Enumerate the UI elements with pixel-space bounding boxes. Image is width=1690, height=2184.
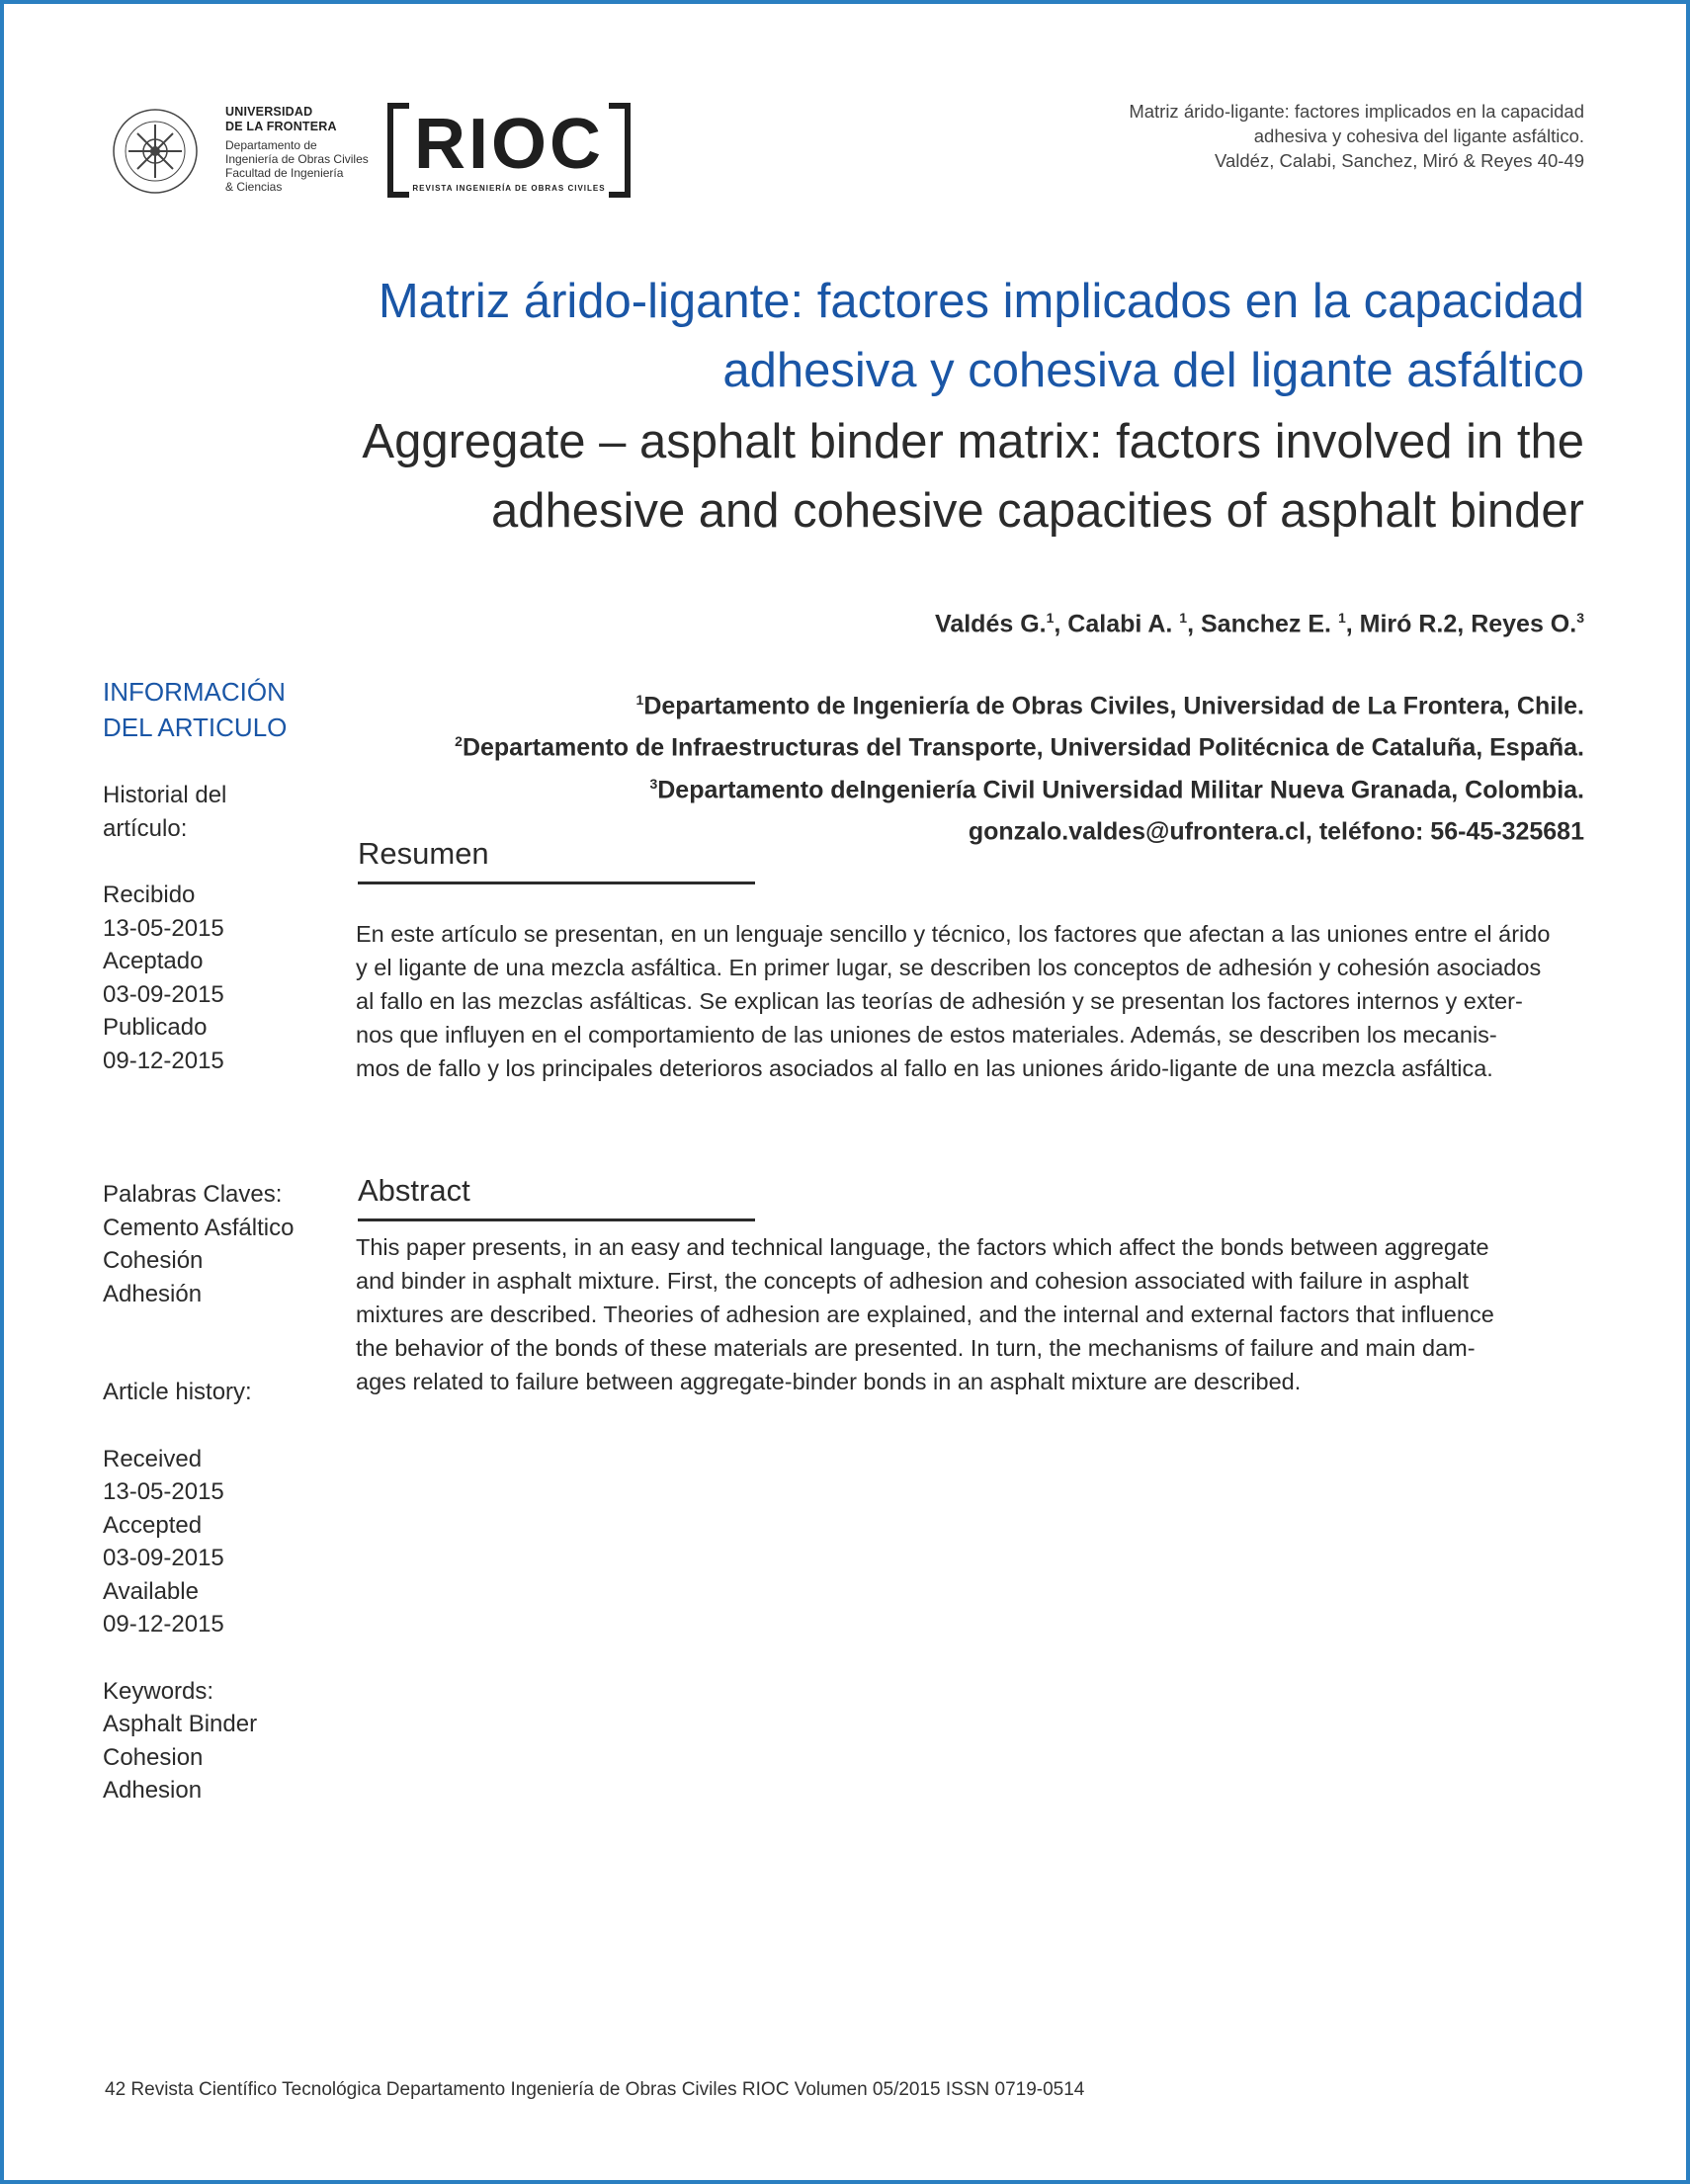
affiliation-sup: 3 (649, 775, 658, 792)
keyword-line: Asphalt Binder (103, 1711, 258, 1737)
date-line: Received (103, 1445, 203, 1472)
university-name-line: DE LA FRONTERA (225, 120, 337, 133)
university-seal-icon (111, 107, 200, 196)
keyword-line: Keywords: (103, 1677, 214, 1705)
resumen-line: En este artículo se presentan, en un lenguaje sencillo y técnico, los factores que afectan a las uniones entre el árido (356, 921, 1551, 947)
date-line: 03-09-2015 (103, 980, 224, 1008)
title-english-line: Aggregate – asphalt binder matrix: factors involved in the (362, 415, 1584, 468)
affiliations (455, 682, 1584, 849)
author-separator: , (1345, 610, 1360, 638)
sidebar-heading: INFORMACIÓN (103, 677, 286, 707)
resumen-heading: Resumen (358, 836, 489, 871)
date-line: 03-09-2015 (103, 1545, 224, 1571)
affiliation-sup: 2 (455, 733, 463, 750)
author-separator: , (1457, 610, 1472, 638)
resumen-line: mos de fallo y los principales deterioros asociados al fallo en las uniones árido-ligante de una mezcla asfáltica. (356, 1055, 1493, 1081)
date-line: Aceptado (103, 948, 204, 974)
title-english (201, 407, 1584, 546)
title-spanish-line: Matriz árido-ligante: factores implicados en la capacidad (378, 275, 1584, 328)
author-name: Sanchez E. (1201, 610, 1338, 638)
date-line: Accepted (103, 1511, 203, 1539)
date-line: Publicado (103, 1014, 208, 1041)
keyword-line: Adhesión (103, 1280, 203, 1307)
keyword-line: Cohesión (103, 1247, 204, 1274)
resumen-line: y el ligante de una mezcla asfáltica. En primer lugar, se describen los conceptos de adhesión y cohesión asociados (356, 955, 1542, 980)
title-english-line: adhesive and cohesive capacities of asphalt binder (491, 484, 1584, 538)
abstract-heading: Abstract (358, 1173, 470, 1208)
keyword-line: Adhesion (103, 1777, 203, 1804)
affiliation-line (455, 723, 1584, 765)
running-head (1129, 99, 1584, 173)
sidebar-heading: DEL ARTICULO (103, 713, 288, 742)
university-dept-line: Departamento de (225, 138, 317, 152)
resumen-rule (358, 882, 755, 884)
affiliation-text: Departamento de Infraestructuras del Transporte, Universidad Politécnica de Cataluña, España. (462, 733, 1584, 762)
history-label-en: Article history: (103, 1379, 252, 1405)
affiliation-line (455, 766, 1584, 807)
date-line: 13-05-2015 (103, 914, 224, 942)
author-name: Miró R.2 (1359, 610, 1458, 638)
affiliation-text: Departamento deIngeniería Civil Universidad Militar Nueva Granada, Colombia. (657, 775, 1584, 803)
abstract-rule (358, 1218, 755, 1221)
resumen-line: al fallo en las mezclas asfálticas. Se explican las teorías de adhesión y se presentan los factores internos y exter- (356, 988, 1523, 1014)
author-affil-sup: 3 (1576, 610, 1584, 626)
university-name-block (225, 105, 393, 194)
keyword-line: Palabras Claves: (103, 1181, 283, 1208)
history-label: Historial del (103, 782, 227, 808)
author-separator: , (1187, 610, 1201, 638)
university-dept-line: Facultad de Ingeniería (225, 166, 344, 180)
running-head-line: adhesiva y cohesiva del ligante asfáltico. (1253, 126, 1584, 146)
author-name: Valdés G. (935, 610, 1047, 638)
contact-line (455, 807, 1584, 849)
date-line: Recibido (103, 882, 196, 908)
keyword-line: Cohesion (103, 1743, 204, 1771)
author-name: Reyes O. (1471, 610, 1577, 638)
running-head-line: Matriz árido-ligante: factores implicados en la capacidad (1129, 101, 1584, 122)
journal-logo-subtitle: REVISTA INGENIERÍA DE OBRAS CIVILES (412, 184, 606, 193)
abstract-line: the behavior of the bonds of these materials are presented. In turn, the mechanisms of failure and main dam- (356, 1335, 1476, 1361)
author-affil-sup: 1 (1046, 610, 1055, 626)
date-line: Available (103, 1577, 199, 1605)
author-affil-sup: 1 (1337, 610, 1346, 626)
university-dept-line: Ingeniería de Obras Civiles (225, 152, 369, 166)
author-list (935, 610, 1584, 638)
author-separator: , (1054, 610, 1068, 638)
affiliation-sup: 1 (635, 692, 644, 708)
abstract-line: mixtures are described. Theories of adhesion are explained, and the internal and external factors that influence (356, 1302, 1494, 1327)
author-name: Calabi A. (1067, 610, 1180, 638)
affiliation-line (455, 682, 1584, 723)
journal-logo-word: RIOC (414, 105, 604, 184)
journal-logo (387, 103, 631, 198)
date-line: 13-05-2015 (103, 1478, 224, 1505)
author-affil-sup: 1 (1179, 610, 1188, 626)
resumen-body (356, 917, 1585, 1085)
abstract-line: and binder in asphalt mixture. First, the concepts of adhesion and cohesion associated with failure in asphalt (356, 1268, 1470, 1294)
running-head-line: Valdéz, Calabi, Sanchez, Miró & Reyes 40-49 (1215, 150, 1584, 171)
title-spanish-line: adhesiva y cohesiva del ligante asfáltico (722, 344, 1584, 397)
date-line: 09-12-2015 (103, 1047, 224, 1074)
university-dept-line: & Ciencias (225, 180, 283, 194)
contact-text: gonzalo.valdes@ufrontera.cl, teléfono: 56-45-325681 (968, 817, 1584, 846)
university-name-line: UNIVERSIDAD (225, 105, 313, 119)
affiliation-text: Departamento de Ingeniería de Obras Civiles, Universidad de La Frontera, Chile. (643, 692, 1584, 720)
date-line: 09-12-2015 (103, 1611, 224, 1638)
abstract-line: ages related to failure between aggregate-binder bonds in an asphalt mixture are described. (356, 1369, 1302, 1394)
article-info-sidebar (103, 674, 330, 1807)
keyword-line: Cemento Asfáltico (103, 1214, 295, 1241)
abstract-line: This paper presents, in an easy and technical language, the factors which affect the bonds between aggregate (356, 1234, 1489, 1260)
page-footer: 42 Revista Científico Tecnológica Departamento Ingeniería de Obras Civiles RIOC Volumen 05/2015 ISSN 0719-0514 (105, 2079, 1085, 2100)
resumen-line: nos que influyen en el comportamiento de las uniones de estos materiales. Además, se describen los mecanis- (356, 1022, 1497, 1048)
history-label: artículo: (103, 814, 188, 842)
title-spanish (201, 267, 1584, 405)
abstract-body (356, 1230, 1585, 1398)
